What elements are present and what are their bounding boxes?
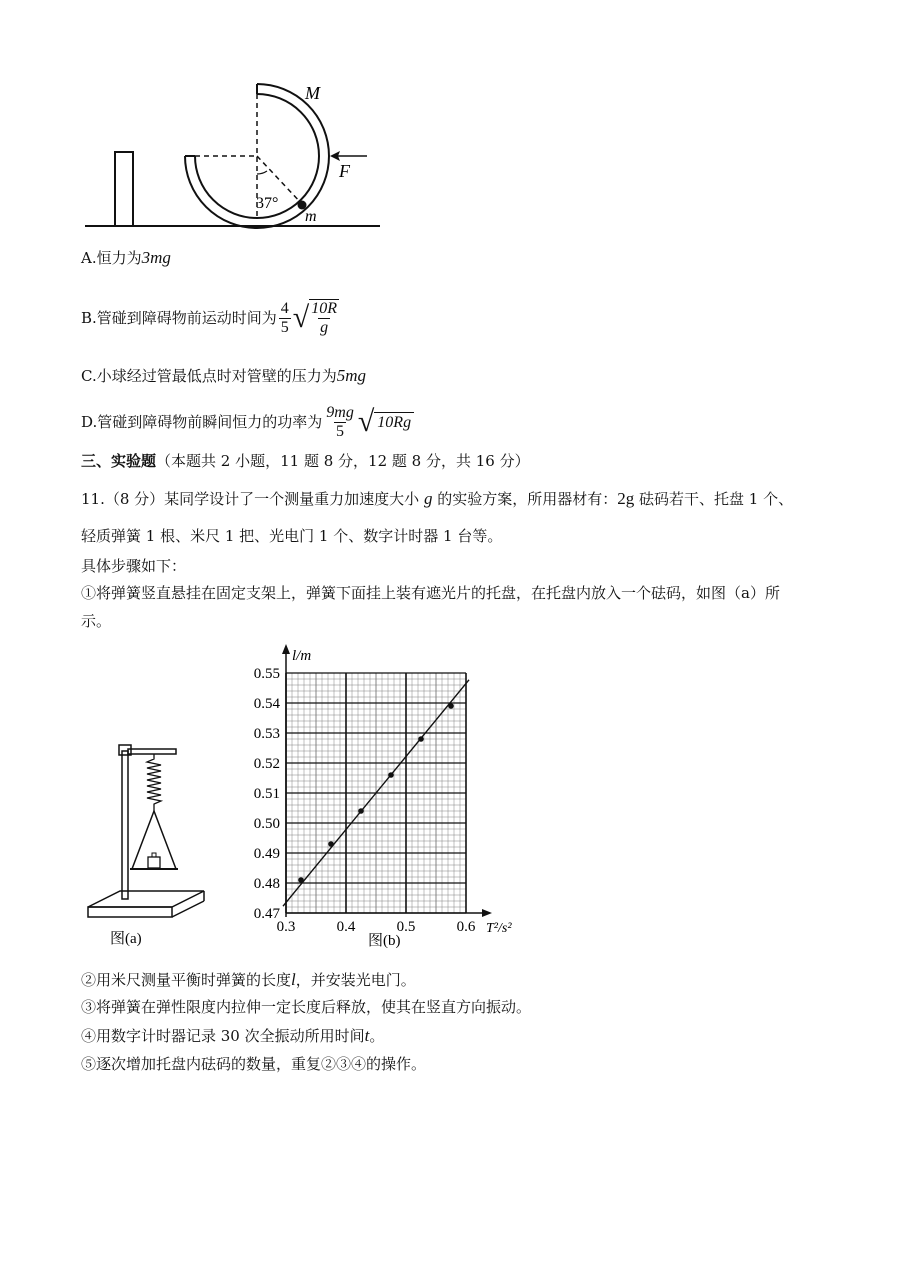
y-tick-label: 0.54 (253, 696, 280, 712)
option-d-sqrt: √ 10Rg (358, 407, 414, 437)
figure-a-apparatus (80, 735, 220, 950)
data-point (388, 772, 394, 778)
y-tick-label: 0.50 (253, 816, 280, 832)
data-point (358, 808, 364, 814)
tube-inner-arc (195, 156, 257, 218)
q11-line2: 轻质弹簧 1 根、米尺 1 把、光电门 1 个、数字计时器 1 台等。 (81, 527, 503, 545)
option-c: C.小球经过管最低点时对管壁的压力为5mg (81, 366, 366, 385)
option-a: A.恒力为3mg (81, 248, 171, 267)
x-tick-label: 0.6 (456, 919, 476, 935)
option-d: D.管碰到障碍物前瞬间恒力的功率为 $\frac{9mg}{5}$ √ 10Rg (81, 402, 414, 442)
q11-step5: ⑤逐次增加托盘内砝码的数量，重复②③④的操作。 (81, 1055, 427, 1073)
option-b: B.管碰到障碍物前运动时间为 $\frac{4}{5}$ √ $\frac{10R}{g}$ (81, 299, 338, 336)
option-d-fraction: $\frac{9mg}{5}$ (326, 403, 354, 440)
figure-b-chart (240, 642, 530, 952)
data-point (448, 703, 454, 709)
tray (132, 811, 176, 869)
x-axis-label: T²/s² (486, 921, 512, 936)
y-tick-label: 0.49 (253, 846, 280, 862)
data-point (328, 841, 334, 847)
figure-b-caption: 图(b) (368, 933, 401, 949)
x-tick-label: 0.5 (396, 919, 416, 935)
q11-step3: ③将弹簧在弹性限度内拉伸一定长度后释放，使其在竖直方向振动。 (81, 998, 532, 1016)
q11-step1a: ①将弹簧竖直悬挂在固定支架上，弹簧下面挂上装有遮光片的托盘，在托盘内放入一个砝码，如图（a）所 (81, 584, 780, 602)
label-m: m (305, 208, 317, 225)
label-F: F (339, 161, 350, 181)
q11-line3: 具体步骤如下： (81, 557, 187, 575)
obstacle-block (115, 152, 133, 226)
stand-pole (122, 751, 128, 899)
y-tick-label: 0.47 (253, 906, 280, 922)
q11-line1: 11.（8 分）某同学设计了一个测量重力加速度大小 g 的实验方案，所用器材有：2g 砝码若干、托盘 1 个、 (81, 489, 794, 508)
data-point (418, 736, 424, 742)
q11-step4: ④用数字计时器记录 30 次全振动所用时间t。 (81, 1026, 385, 1045)
option-b-sqrt: √ $\frac{10R}{g}$ (292, 300, 338, 336)
section-title: 三、实验题（本题共 2 小题，11 题 8 分，12 题 8 分，共 16 分） (81, 452, 530, 470)
y-tick-label: 0.55 (253, 666, 280, 682)
chart-y-ticks (254, 666, 281, 922)
tube-figure (80, 78, 390, 233)
y-tick-label: 0.51 (253, 786, 280, 802)
q11-step2: ②用米尺测量平衡时弹簧的长度l，并安装光电门。 (81, 970, 416, 989)
data-point (298, 877, 304, 883)
option-b-fraction: $\frac{4}{5}$ (280, 299, 289, 336)
figure-a-caption: 图(a) (110, 931, 142, 947)
spring (147, 754, 161, 811)
y-tick-label: 0.52 (253, 756, 280, 772)
weight (148, 857, 160, 868)
y-tick-label: 0.48 (253, 876, 280, 892)
x-tick-label: 0.3 (276, 919, 296, 935)
label-angle: 37° (256, 195, 279, 212)
stand-base-top (88, 891, 204, 907)
stand-arm (128, 749, 176, 754)
y-axis-label: l/m (292, 648, 312, 664)
label-M: M (305, 83, 320, 103)
x-tick-label: 0.4 (336, 919, 356, 935)
q11-step1b: 示。 (81, 612, 112, 630)
y-tick-label: 0.53 (253, 726, 280, 742)
